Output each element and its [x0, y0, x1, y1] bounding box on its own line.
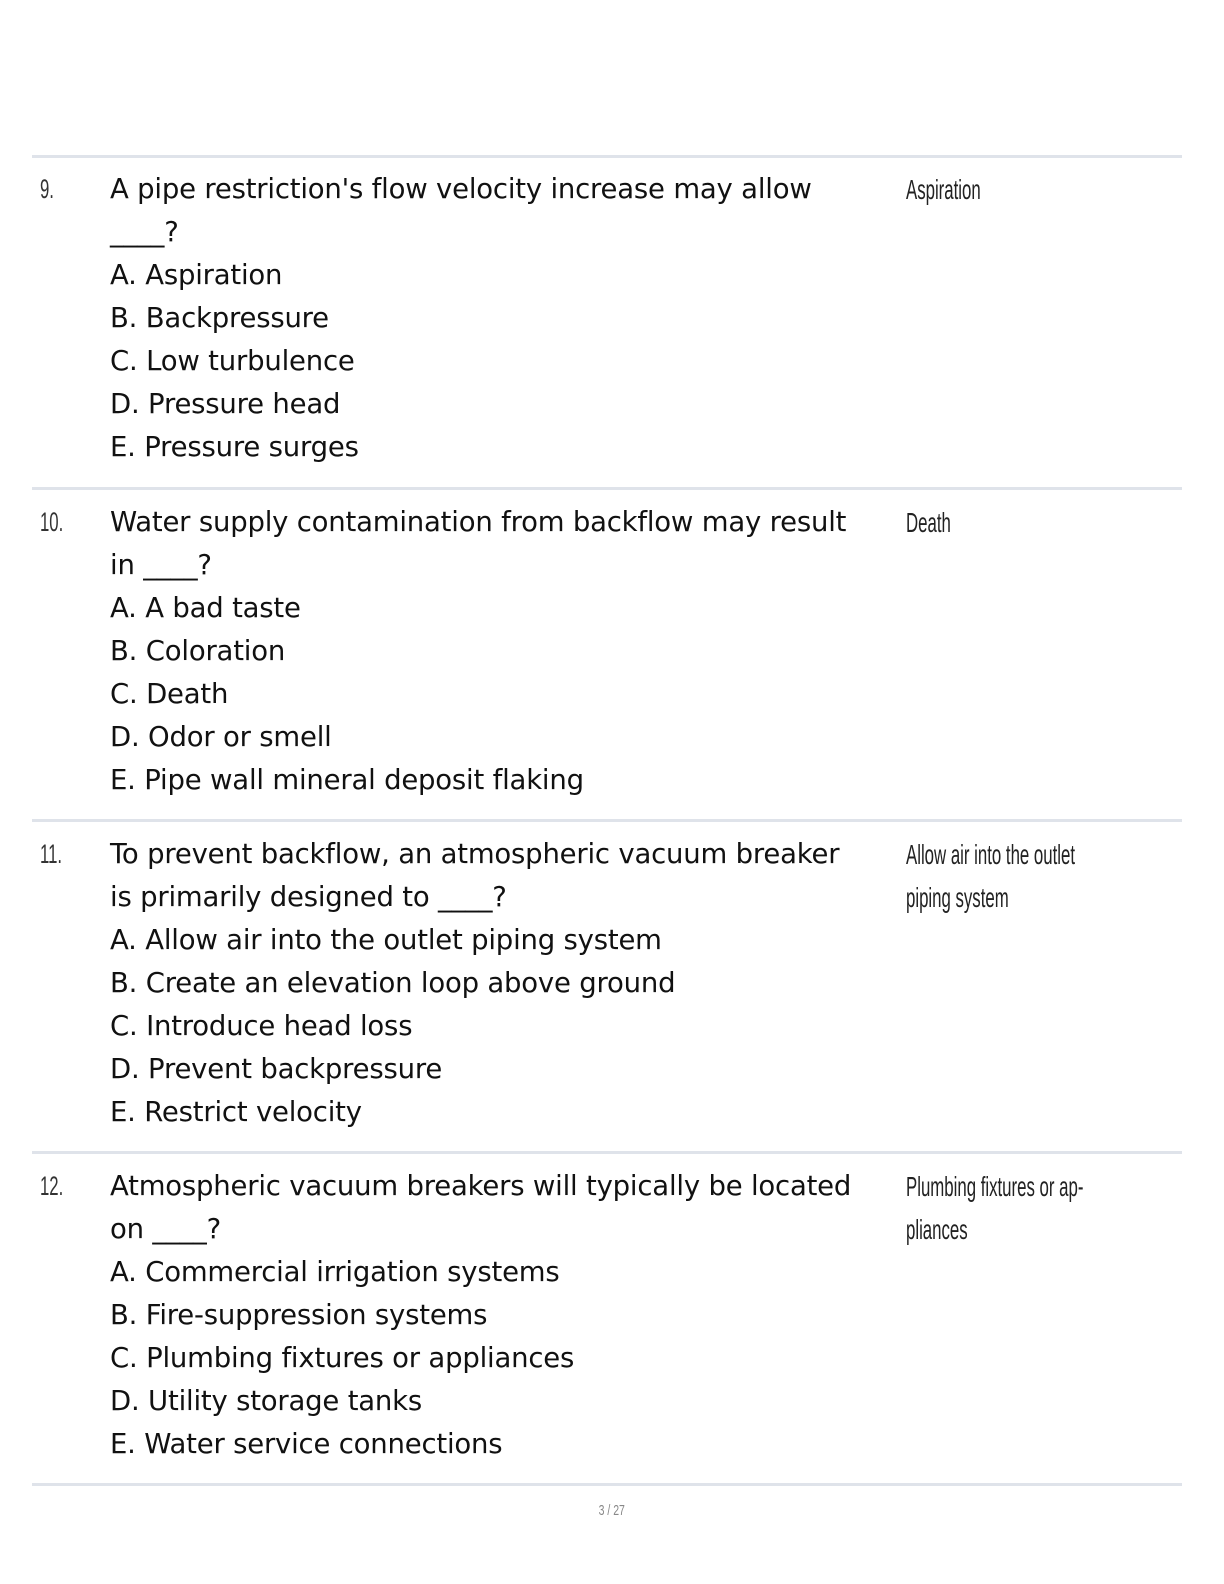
divider: [32, 487, 1182, 490]
answer-option: D. Pressure head: [110, 388, 341, 420]
answer-option: A. Allow air into the outlet piping system: [110, 924, 662, 956]
question-text-line: A pipe restriction's flow velocity increase may allow: [110, 173, 812, 205]
answer-option: D. Prevent backpressure: [110, 1053, 443, 1085]
correct-answer: [906, 501, 1158, 544]
question-text-line: is primarily designed to ____?: [110, 881, 507, 913]
page-indicator: 3 / 27: [598, 1502, 626, 1519]
question-body: [110, 168, 904, 469]
answer-option: A. Aspiration: [110, 259, 283, 291]
correct-answer: [906, 168, 1158, 211]
question-text-line: ____?: [110, 216, 179, 248]
answer-text-line: Allow air into the outlet: [906, 839, 1076, 870]
page-footer: [0, 1502, 1224, 1519]
answer-option: B. Create an elevation loop above ground: [110, 967, 676, 999]
answer-option: B. Coloration: [110, 635, 286, 667]
divider: [32, 819, 1182, 822]
question-body: [110, 501, 904, 802]
question-text-line: in ____?: [110, 549, 212, 581]
question-number: 9.: [40, 174, 54, 204]
question-item: [32, 501, 1182, 811]
question-number: 10.: [40, 507, 64, 537]
divider: [32, 155, 1182, 158]
answer-option: D. Odor or smell: [110, 721, 332, 753]
correct-answer: [906, 1165, 1158, 1251]
question-text-line: To prevent backflow, an atmospheric vacuum breaker: [110, 838, 840, 870]
divider: [32, 1151, 1182, 1154]
answer-text-line: Plumbing fixtures or ap-: [906, 1171, 1084, 1202]
answer-option: D. Utility storage tanks: [110, 1385, 423, 1417]
answer-option: E. Pipe wall mineral deposit flaking: [110, 764, 584, 796]
question-body: [110, 833, 904, 1134]
answer-option: A. A bad taste: [110, 592, 301, 624]
question-number: 11.: [40, 839, 63, 869]
answer-option: C. Plumbing fixtures or appliances: [110, 1342, 575, 1374]
answer-option: B. Backpressure: [110, 302, 329, 334]
question-text-line: Water supply contamination from backflow may result: [110, 506, 847, 538]
question-text-line: Atmospheric vacuum breakers will typically be located: [110, 1170, 852, 1202]
answer-text-line: Aspiration: [906, 174, 981, 205]
answer-option: A. Commercial irrigation systems: [110, 1256, 560, 1288]
question-text-line: on ____?: [110, 1213, 221, 1245]
answer-option: B. Fire-suppression systems: [110, 1299, 488, 1331]
correct-answer: [906, 833, 1158, 919]
question-item: [32, 1165, 1182, 1475]
answer-option: E. Pressure surges: [110, 431, 359, 463]
question-item: [32, 833, 1182, 1143]
divider: [32, 1483, 1182, 1486]
answer-option: E. Restrict velocity: [110, 1096, 362, 1128]
question-number: 12.: [40, 1171, 64, 1201]
answer-text-line: Death: [906, 507, 951, 538]
question-body: [110, 1165, 904, 1466]
answer-option: C. Low turbulence: [110, 345, 355, 377]
answer-option: C. Death: [110, 678, 229, 710]
question-item: [32, 168, 1182, 478]
answer-option: E. Water service connections: [110, 1428, 503, 1460]
answer-text-line: piping system: [906, 882, 1009, 913]
answer-option: C. Introduce head loss: [110, 1010, 413, 1042]
answer-text-line: pliances: [906, 1214, 968, 1245]
